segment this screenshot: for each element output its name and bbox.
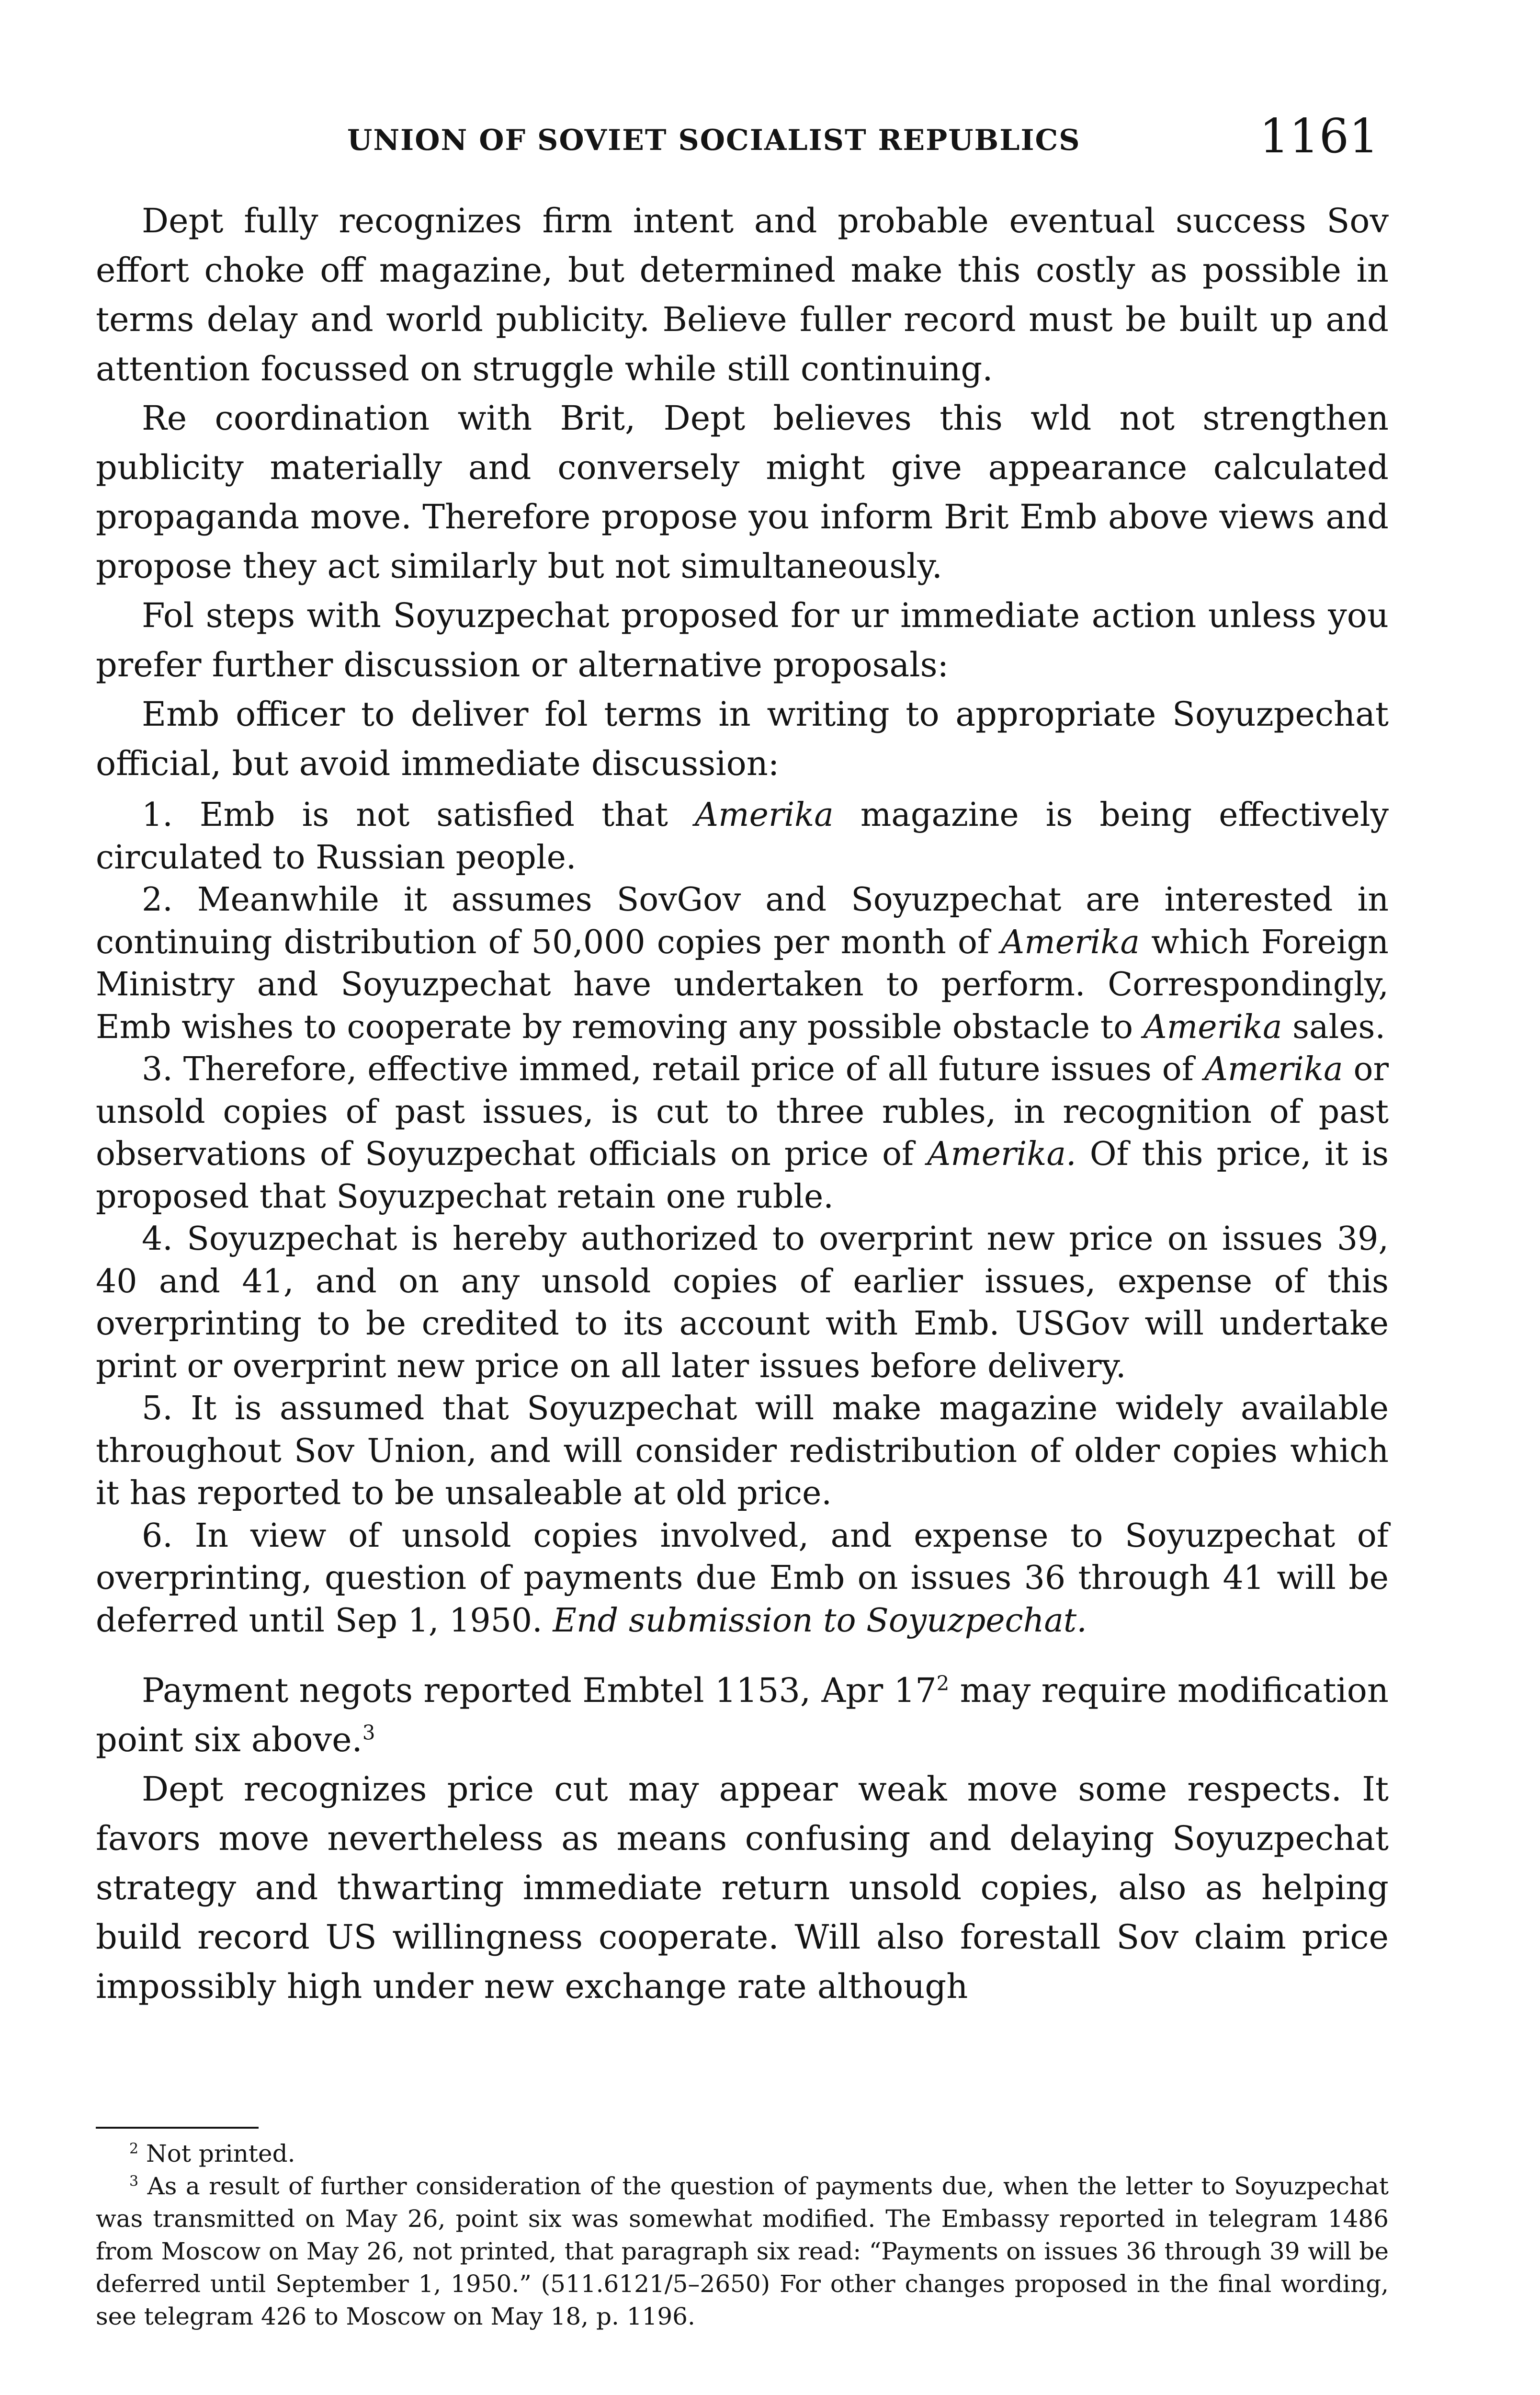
footnote-text: As a result of further consideration of the question of payments due, when the letter to Soyuzpechat was transmitted on May 26, point six was somewhat modified. The Embassy reported in telegram 1486 from Moscow on May 26, not printed, that paragraph six read: “Payments on issues 36 through 39 will be deferred until September 1, 1950.” (511.6121/5–2650) For other changes proposed in the final wording, see telegram 426 to Moscow on May 18, p. 1196. bbox=[96, 2172, 1389, 2330]
list-item-text: 2. Meanwhile it assumes SovGov and Soyuzpechat are interested in continuing distribution of 50,000 copies per month of bbox=[96, 881, 1389, 961]
magazine-title: Amerika bbox=[695, 796, 834, 834]
list-item-text: 3. Therefore, effective immed, retail price of all future issues of bbox=[142, 1050, 1204, 1088]
paragraph-text: may require modification point six above. bbox=[96, 1671, 1389, 1759]
footnote-ref-3: 3 bbox=[362, 1721, 375, 1745]
list-item-text: 6. In view of unsold copies involved, and expense to Soyuzpechat of overprinting, question of payments due Emb on issues 36 through 41 will be deferred until Sep 1, 1950. bbox=[96, 1517, 1389, 1640]
list-item-text: or unsold copies of past issues, is cut to three rubles, in recognition of past observations of Soyuzpechat officials on price of bbox=[96, 1050, 1389, 1173]
list-item-5: 5. It is assumed that Soyuzpechat will make magazine widely available throughout Sov Union, and will consider redistribution of older copies which it has reported to be unsaleable at old price. bbox=[96, 1390, 1389, 1512]
magazine-title: Amerika. bbox=[927, 1135, 1076, 1173]
end-submission-note: End submission to Soyuzpechat. bbox=[553, 1601, 1087, 1640]
paragraph-5 bbox=[96, 1666, 1389, 1765]
list-item-text: which Foreign Ministry and Soyuzpechat have undertaken to perform. Correspondingly, Emb wishes to cooperate by removing any possible obstacle to bbox=[96, 923, 1389, 1046]
magazine-title: Amerika bbox=[1143, 1008, 1282, 1046]
footnote-mark: 3 bbox=[129, 2173, 139, 2190]
footnote-divider bbox=[96, 2127, 259, 2129]
page-number: 1161 bbox=[1259, 109, 1379, 164]
magazine-title: Amerika bbox=[1204, 1050, 1343, 1088]
footnote-mark: 2 bbox=[129, 2140, 139, 2157]
footnotes bbox=[96, 2127, 1389, 2333]
document-body bbox=[96, 196, 1389, 2011]
list-item-text: Of this price, it is proposed that Soyuzpechat retain one ruble. bbox=[96, 1135, 1389, 1216]
list-item-1 bbox=[96, 794, 1389, 879]
paragraph-2: Re coordination with Brit, Dept believes this wld not strengthen publicity materially and conversely might give appearance calculated propaganda move. Therefore propose you inform Brit Emb above views and propose they act similarly but not simultaneously. bbox=[96, 399, 1389, 586]
paragraph-3: Fol steps with Soyuzpechat proposed for ur immediate action unless you prefer further discussion or alternative proposals: bbox=[96, 596, 1389, 684]
list-item-text: sales. bbox=[1282, 1008, 1386, 1046]
footnote-ref-2: 2 bbox=[936, 1671, 950, 1695]
list-item-6 bbox=[96, 1515, 1389, 1642]
running-head: UNION OF SOVIET SOCIALIST REPUBLICS bbox=[347, 124, 1081, 157]
list-item-2 bbox=[96, 879, 1389, 1049]
list-item-4: 4. Soyuzpechat is hereby authorized to overprint new price on issues 39, 40 and 41, and on any unsold copies of earlier issues, expense of this overprinting to be credited to its account with Emb. USGov will undertake print or overprint new price on all later issues before delivery. bbox=[96, 1220, 1389, 1385]
paragraph-text: Payment negots reported Embtel 1153, Apr 17 bbox=[142, 1671, 937, 1710]
list-item-3 bbox=[96, 1049, 1389, 1218]
footnote-2 bbox=[96, 2137, 1389, 2170]
page-header bbox=[0, 109, 1540, 167]
footnote-3 bbox=[96, 2170, 1389, 2333]
paragraph-4: Emb officer to deliver fol terms in writing to appropriate Soyuzpechat official, but avoid immediate discussion: bbox=[96, 695, 1389, 783]
magazine-title: Amerika bbox=[1001, 923, 1140, 961]
footnote-text: Not printed. bbox=[138, 2140, 295, 2167]
list-item-text: magazine is being effectively circulated to Russian people. bbox=[96, 796, 1389, 877]
submission-list bbox=[96, 794, 1389, 1642]
paragraph-1: Dept fully recognizes firm intent and probable eventual success Sov effort choke off magazine, but determined make this costly as possible in terms delay and world publicity. Believe fuller record must be built up and attention focussed on struggle while still continuing. bbox=[96, 201, 1389, 388]
paragraph-6: Dept recognizes price cut may appear weak move some respects. It favors move nevertheless as means confusing and delaying Soyuzpechat strategy and thwarting immediate return unsold copies, also as helping build record US willingness cooperate. Will also forestall Sov claim price impossibly high under new exchange rate although bbox=[96, 1769, 1389, 2006]
list-item-text: 1. Emb is not satisfied that bbox=[142, 796, 695, 834]
